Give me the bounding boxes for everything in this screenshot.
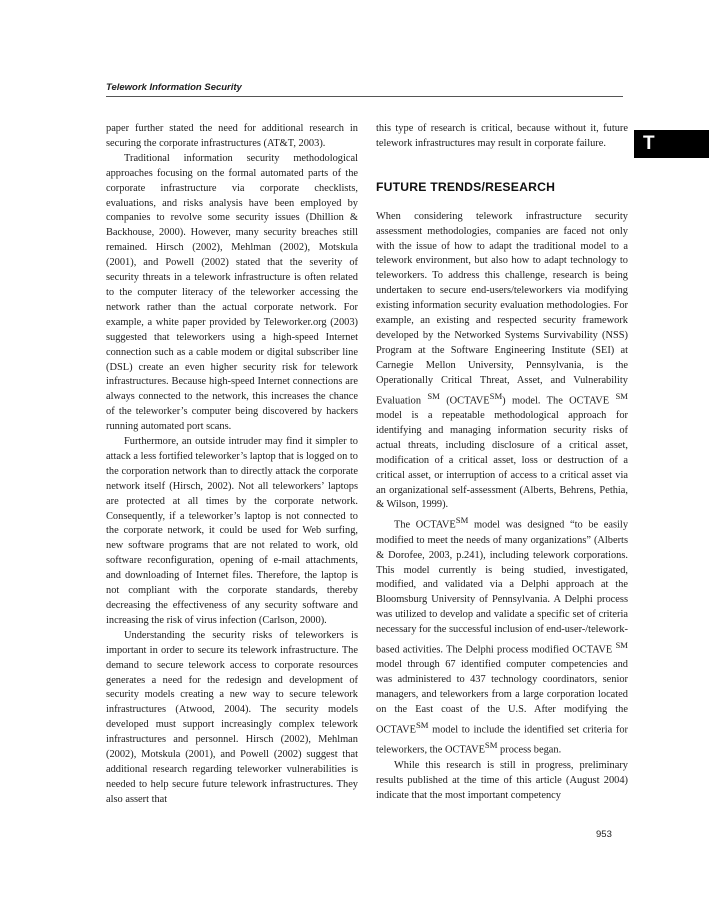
left-paragraph-2: Traditional information security methodological approaches focusing on the formal automated parts of the corporate infrastructure via corporate checklists, evaluations, and risks analysis have been employed by companies to revolve some security issues (Dhillion & Backhouse, 2000). However, many security breaches still remained. Hirsch (2002), Mehlman (2002), Motskula (2001), and Powell (2002) stated that the severity of security threats in a telework infrastructure is often related to the computer literacy of the teleworker accessing the network rather than the actual corporate network. For example, a white paper provided by Teleworker.org (2003) suggested that teleworkers using a high-speed Internet connection such as a cable modem or digital subscriber line (DSL) create an even higher security risk for telework infrastructures. Because high-speed Internet connections are always connected to the network, this increases the chance of the teleworker’s computer being discovered by hackers running automated port scans. <box>106 152 358 433</box>
left-paragraph-1: paper further stated the need for additional research in securing the corporate infrastructures (AT&T, 2003). <box>106 123 358 149</box>
text-run: model was designed “to be easily modified to meet the needs of many organizations” (Alberts & Dorofee, 2003, p.241), including telework corporations. This model currently is being studied, investigated, modified, and validated via a Delphi approach at the Bloomsburg University of Pennsylvania. A Delphi process was utilized to develop and validate a specific set of criteria necessary for the successful inclusion of end-user-/telework-based activities. The Delphi process modified OCTAVE <box>376 519 629 656</box>
service-mark: SM <box>415 720 429 731</box>
text-run: model is a repeatable methodological approach for identifying and managing information security risks of actual threats, including disclosure of a critical asset, modification of a critical asset, loss or destruction of a critical asset, or interruption of access to a critical asset via an organizational self-assessment (Alberts, Behrens, Pethia, & Wilson, 1999). <box>376 409 628 511</box>
section-heading: FUTURE TRENDS/RESEARCH <box>376 179 556 194</box>
service-mark: SM <box>484 740 498 751</box>
text-run: ) model. The OCTAVE <box>502 395 616 407</box>
header-rule <box>106 96 623 97</box>
left-paragraph-3: Furthermore, an outside intruder may find it simpler to attack a less fortified teleworker’s laptop that is logged on to the corporation network than to directly attack the corporate network itself (Hirsch, 2002). Not all teleworkers’ laptops are protected at all times by the corporate network. Consequently, if a teleworker’s laptop is not connected to the corporate network, it could be used for Web surfing, new software programs that are not related to work, old software reconfiguration, opening of e-mail attachments, and downloading of Internet files. Therefore, the laptop is not compliant with the corporate standards, thereby decreasing the effectiveness of any security software and increasing the risk of virus infection (Carlson, 2000). <box>106 436 358 626</box>
service-mark: SM <box>455 515 469 526</box>
text-run: The OCTAVE <box>394 519 456 531</box>
text-run: process began. <box>497 744 562 756</box>
text-run: model to include the identified set criteria for teleworkers, the OCTAVE <box>376 724 628 756</box>
right-paragraph-2 <box>376 210 628 514</box>
service-mark: SM <box>427 390 440 401</box>
text-run: (OCTAVE <box>439 395 490 407</box>
service-mark: SM <box>615 640 628 651</box>
service-mark: SM <box>615 390 628 401</box>
text-run: When considering telework infrastructure security assessment methodologies, companies are faced not only with the issue of how to adapt the traditional model to a telework environment, but also how to adapt technology to teleworkers. To address this challenge, research is being undertaken to secure end-users/teleworkers via modifying existing information security evaluation methodologies. For example, an existing and respected security framework developed by the Networked Systems Survivability (NSS) Program at the Software Engineering Institute (SEI) at Carnegie Mellon University, Pennsylvania, is the Operationally Critical Threat, Asset, and Vulnerability Evaluation <box>376 210 628 407</box>
right-paragraph-4: While this research is still in progress, preliminary results published at the time of this article (August 2004) indicate that the most important competency <box>376 759 628 801</box>
service-mark: SM <box>489 390 503 401</box>
right-column <box>376 122 628 804</box>
text-run: model through 67 identified computer competencies and was administered to 437 technology coordinators, senior managers, and teleworkers from a large corporation located on the East coast of the U.S. After modifying the OCTAVE <box>376 659 628 736</box>
page-number: 953 <box>596 829 612 840</box>
left-column <box>106 122 358 808</box>
left-paragraph-4: Understanding the security risks of teleworkers is important in order to secure its telework infrastructure. The demand to secure telework access to corporate resources generates a need for the redesign and development of security models creating a new way to secure telework infrastructures (Atwood, 2004). The security models developed must support increasingly complex telework infrastructures and personnel. Hirsch (2002), Mehlman (2002), Motskula (2001), and Powell (2002) suggest that additional research regarding teleworker vulnerabilities is needed to help secure future telework infrastructures. They also assert that <box>106 629 358 805</box>
right-paragraph-3 <box>376 513 628 758</box>
section-tab-letter: T <box>634 130 709 158</box>
right-paragraph-1: this type of research is critical, because without it, future telework infrastructures may result in corporate failure. <box>376 123 628 149</box>
running-head: Telework Information Security <box>106 82 242 93</box>
